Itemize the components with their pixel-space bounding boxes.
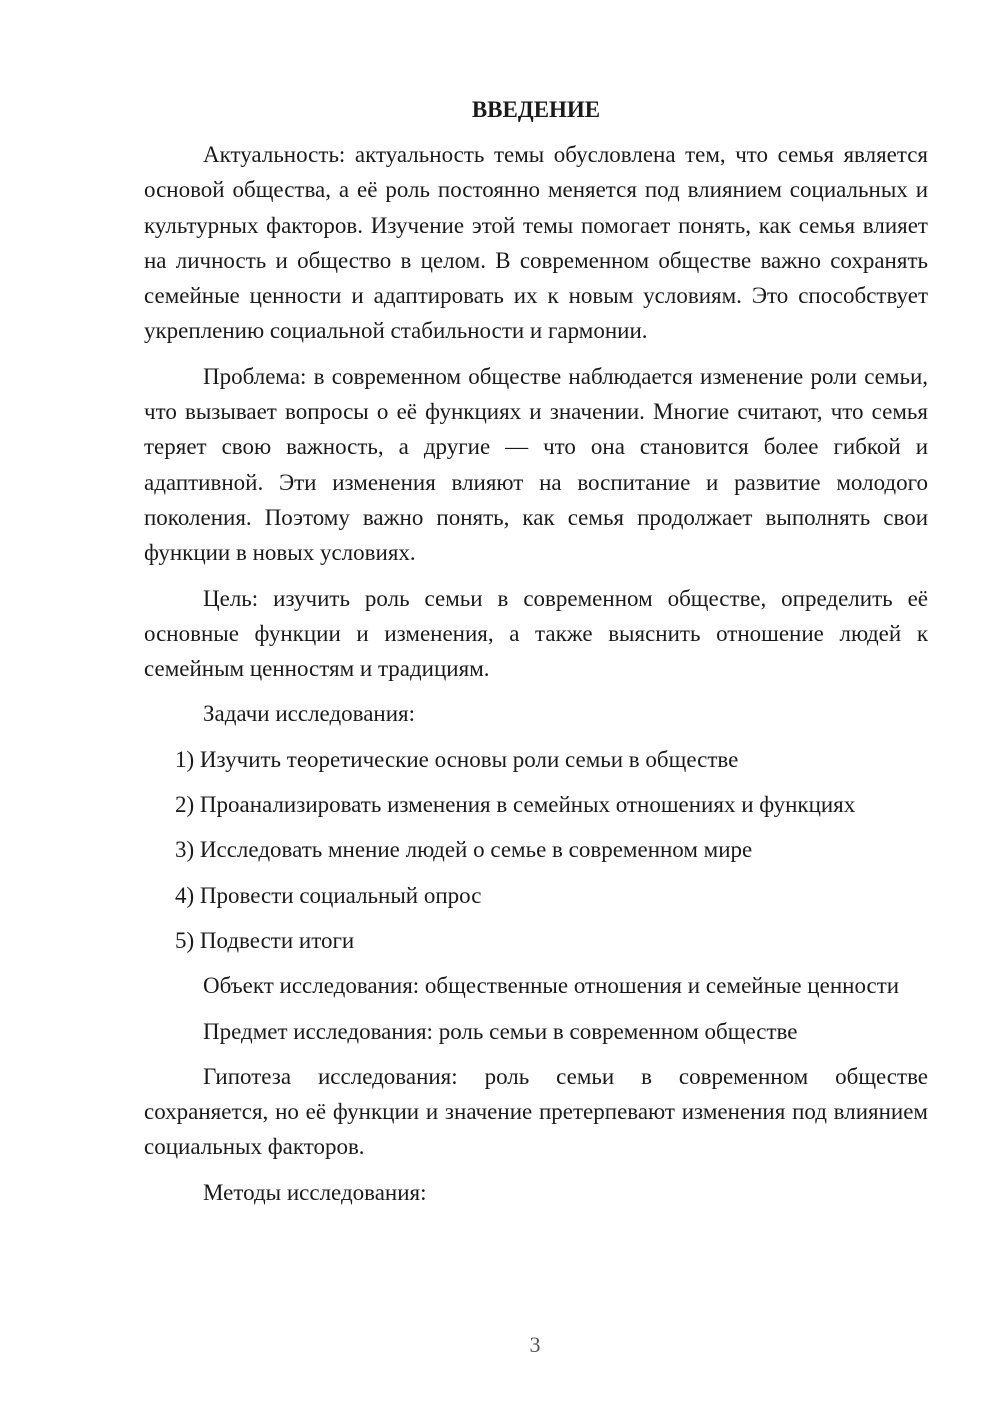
list-item: 1) Изучить теоретические основы роли семьи в обществе — [175, 746, 739, 772]
list-item: 2) Проанализировать изменения в семейных отношениях и функциях — [175, 792, 856, 818]
tasks-heading: Задачи исследования: — [203, 701, 416, 727]
page-content — [144, 92, 928, 1220]
list-item: 3) Исследовать мнение людей о семье в современном мире — [175, 837, 753, 863]
paragraph-relevance: Актуальность: актуальность темы обусловлена тем, что семья является основой общества, а её роль постоянно меняется под влиянием социальных и культурных факторов. Изучение этой темы помогает понять, как семья влияет на личность и общество в целом. В современном обществе важно сохранять семейные ценности и адаптировать их к новым условиям. Это способствует укреплению социальной стабильности и гармонии. — [144, 142, 928, 344]
methods-heading: Методы исследования: — [203, 1179, 427, 1205]
paragraph-hypothesis: Гипотеза исследования: роль семьи в современном обществе сохраняется, но её функции и значение претерпевают изменения под влиянием социальных факторов. — [144, 1063, 928, 1160]
paragraph-subject: Предмет исследования: роль семьи в современном обществе — [203, 1018, 798, 1044]
paragraph-object: Объект исследования: общественные отношения и семейные ценности — [203, 973, 900, 999]
page-title: ВВЕДЕНИЕ — [471, 97, 601, 122]
list-item: 4) Провести социальный опрос — [175, 882, 482, 908]
list-item: 5) Подвести итоги — [175, 927, 355, 953]
paragraph-problem: Проблема: в современном обществе наблюдается изменение роли семьи, что вызывает вопросы о её функциях и значении. Многие считают, что семья теряет свою важность, а другие — что она становится более гибкой и адаптивной. Эти изменения влияют на воспитание и развитие молодого поколения. Поэтому важно понять, как семья продолжает выполнять свои функции в новых условиях. — [144, 363, 928, 566]
page-number: 3 — [529, 1332, 541, 1357]
tasks-list — [144, 742, 928, 958]
paragraph-goal: Цель: изучить роль семьи в современном обществе, определить её основные функции и изменения, а также выяснить отношение людей к семейным ценностям и традициям. — [144, 585, 928, 682]
